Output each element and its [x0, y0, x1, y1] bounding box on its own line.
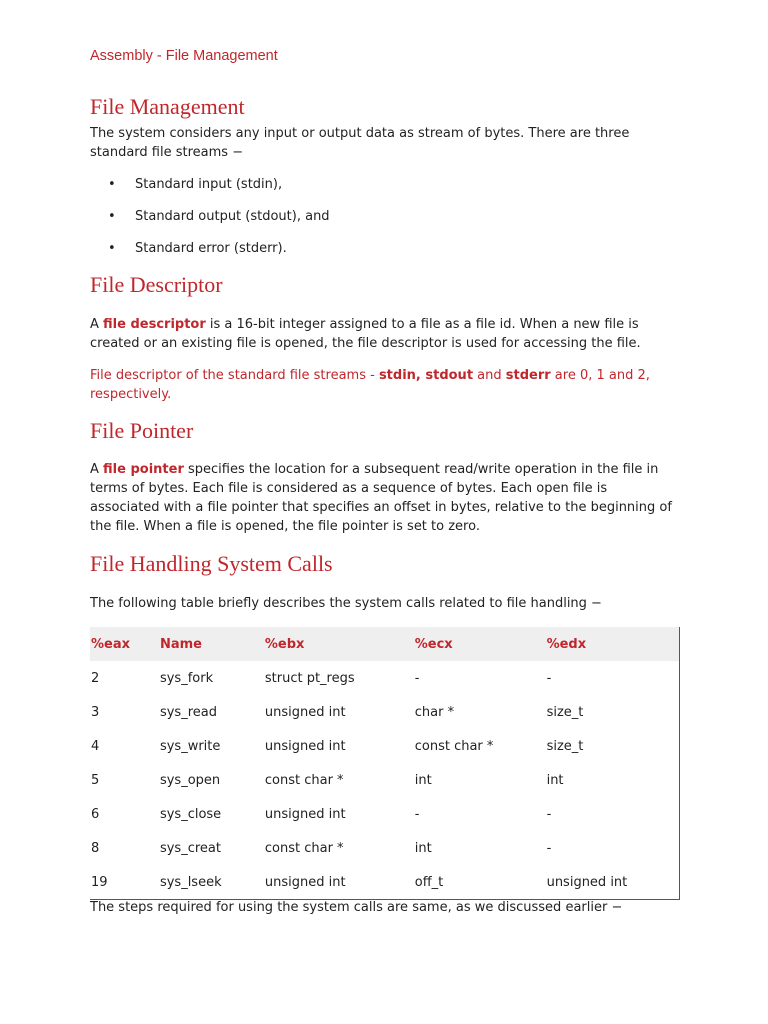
- cell-name: sys_creat: [159, 840, 221, 856]
- text-span: is a 16-bit integer assigned to a file as a file id. When a new file is created or an existing file is opened, the file descriptor is used for accessing the file.: [90, 317, 641, 351]
- text-span: A: [90, 462, 104, 477]
- cell-ebx: unsigned int: [264, 806, 346, 822]
- text-span: A: [90, 317, 104, 332]
- table-row: [90, 695, 680, 729]
- cell-name: sys_write: [159, 738, 221, 754]
- cell-ebx: struct pt_regs: [264, 670, 355, 686]
- cell-name: sys_lseek: [159, 874, 222, 890]
- column-header-edx: %edx: [547, 627, 680, 661]
- table-row: [90, 729, 680, 763]
- table-row: [90, 865, 680, 900]
- cell-name: sys_open: [159, 772, 221, 788]
- cell-eax: 5: [91, 772, 100, 788]
- cell-edx: unsigned int: [546, 874, 628, 890]
- heading-system-calls: File Handling System Calls: [90, 551, 333, 576]
- cell-edx: size_t: [546, 738, 584, 754]
- table-row: [90, 797, 680, 831]
- cell-ebx: unsigned int: [264, 738, 346, 754]
- text-span: File descriptor of the standard file streams -: [90, 368, 379, 383]
- heading-file-pointer: File Pointer: [90, 418, 194, 443]
- cell-eax: 4: [91, 738, 100, 754]
- text-span: specifies the location for a subsequent read/write operation in the file in terms of bytes. Each file is considered as a sequence of bytes. Each open file is associated with a file pointer that specifies an offset in bytes, relative to the beginning of the file. When a file is opened, the file pointer is set to zero.: [90, 462, 672, 534]
- system-calls-intro: The following table briefly describes the system calls related to file handling −: [90, 596, 602, 611]
- column-header-ecx: %ecx: [415, 627, 547, 661]
- term-stdin-stdout: stdin, stdout: [378, 368, 474, 383]
- cell-edx: int: [546, 772, 564, 788]
- table-header-row: [90, 627, 680, 661]
- cell-eax: 2: [91, 670, 100, 686]
- cell-ecx: const char *: [414, 738, 494, 754]
- cell-edx: size_t: [546, 704, 584, 720]
- file-pointer-paragraph: [90, 460, 680, 536]
- term-file-descriptor: file descriptor: [103, 317, 206, 332]
- cell-edx: -: [546, 806, 552, 822]
- text-span: are 0, 1 and 2, respectively.: [90, 368, 650, 402]
- column-header-name: Name: [160, 627, 265, 661]
- list-item-text: Standard input (stdin),: [135, 177, 283, 192]
- cell-ecx: -: [414, 670, 420, 686]
- cell-ebx: unsigned int: [264, 874, 346, 890]
- table-row: [90, 831, 680, 865]
- term-stderr: stderr: [505, 368, 551, 383]
- column-header-ebx: %ebx: [265, 627, 415, 661]
- cell-eax: 19: [91, 874, 108, 890]
- heading-file-descriptor: File Descriptor: [90, 272, 223, 297]
- text-span: and: [473, 368, 506, 383]
- system-calls-outro: The steps required for using the system calls are same, as we discussed earlier −: [90, 900, 623, 915]
- cell-ecx: off_t: [414, 874, 444, 890]
- table-row: [90, 763, 680, 797]
- file-descriptor-paragraph: [90, 315, 680, 353]
- bullet-icon: •: [108, 177, 116, 192]
- bullet-icon: •: [108, 209, 116, 224]
- cell-ebx: const char *: [264, 840, 344, 856]
- breadcrumb[interactable]: Assembly - File Management: [90, 48, 278, 64]
- table-row: [90, 661, 680, 695]
- cell-ecx: int: [414, 840, 432, 856]
- cell-eax: 8: [91, 840, 100, 856]
- list-item: [108, 175, 282, 194]
- list-item-text: Standard error (stderr).: [135, 241, 287, 256]
- column-header-eax: %eax: [90, 627, 160, 661]
- system-calls-table: [90, 627, 680, 900]
- cell-eax: 3: [91, 704, 100, 720]
- cell-edx: -: [546, 670, 552, 686]
- bullet-icon: •: [108, 241, 116, 256]
- file-management-intro: The system considers any input or output data as stream of bytes. There are three standard file streams −: [90, 126, 630, 160]
- cell-ebx: const char *: [264, 772, 344, 788]
- list-item: [108, 239, 287, 258]
- heading-file-management: File Management: [90, 94, 245, 119]
- file-descriptor-note: [90, 366, 680, 404]
- list-item: [108, 207, 330, 226]
- cell-eax: 6: [91, 806, 100, 822]
- cell-name: sys_close: [159, 806, 222, 822]
- cell-ecx: char *: [414, 704, 455, 720]
- cell-ecx: int: [414, 772, 432, 788]
- cell-ecx: -: [414, 806, 420, 822]
- cell-name: sys_fork: [159, 670, 214, 686]
- term-file-pointer: file pointer: [103, 462, 184, 477]
- cell-name: sys_read: [159, 704, 217, 720]
- cell-ebx: unsigned int: [264, 704, 346, 720]
- list-item-text: Standard output (stdout), and: [135, 209, 330, 224]
- cell-edx: -: [546, 840, 552, 856]
